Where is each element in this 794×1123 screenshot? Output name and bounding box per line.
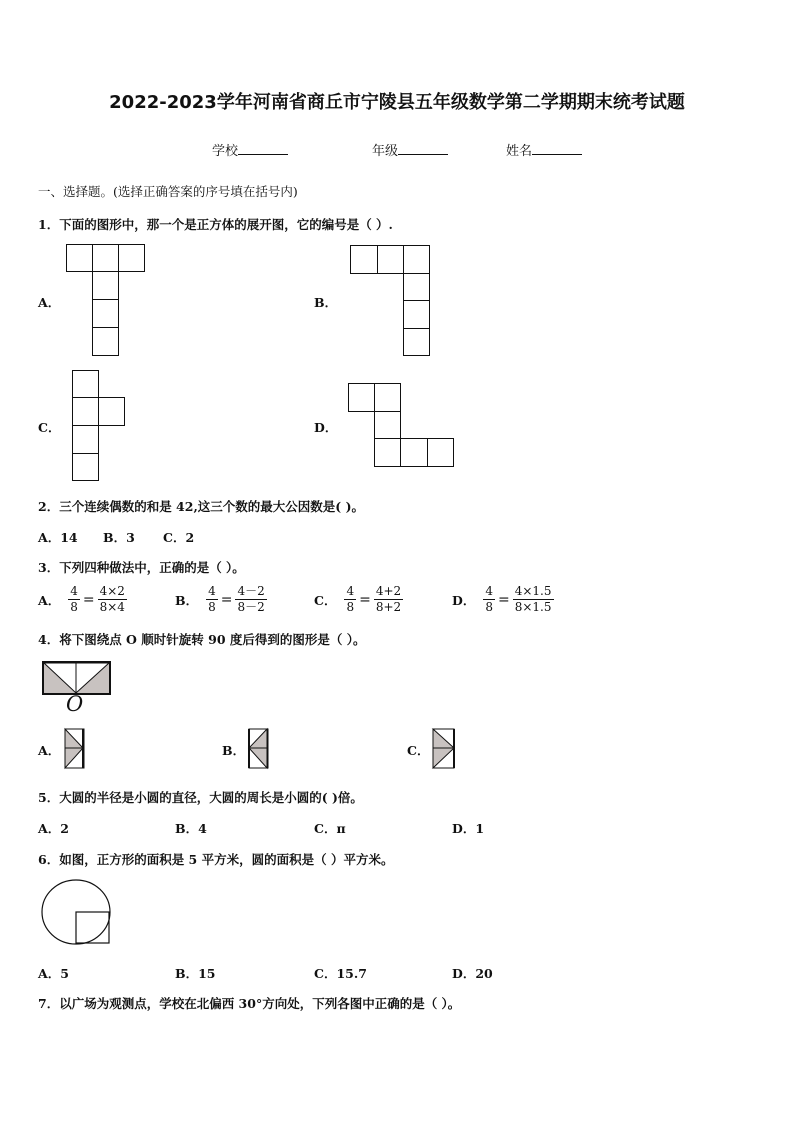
denominator: 8×4 (99, 600, 125, 614)
q4-option-a-figure (64, 728, 86, 770)
numerator: 4－2 (237, 584, 265, 598)
grade-field (372, 140, 448, 159)
q1-option-b-label: B． (314, 295, 338, 310)
q3-option-c (314, 584, 403, 615)
question-4-text: 4．将下图绕点 O 顺时针旋转 90 度后得到的图形是（ ）。 (38, 632, 366, 647)
school-field (212, 140, 288, 159)
equals-sign: = (82, 591, 95, 608)
q4-option-b-label: B． (222, 743, 246, 758)
question-7-text: 7．以广场为观测点，学校在北偏西 30°方向处，下列各图中正确的是（ ）。 (38, 996, 461, 1011)
name-field (506, 140, 582, 159)
q1-option-d-label: D． (314, 420, 338, 435)
q5-option-b: B．4 (175, 821, 207, 836)
question-5-text: 5．大圆的半径是小圆的直径，大圆的周长是小圆的( )倍。 (38, 790, 363, 805)
q4-option-a-label: A． (38, 743, 61, 758)
q1-net-c (72, 370, 128, 482)
q1-option-a-label: A． (38, 295, 61, 310)
denominator: 8+2 (375, 600, 402, 614)
q1-net-b (350, 245, 432, 357)
q6-option-d: D．20 (452, 966, 493, 981)
numerator: 4 (346, 584, 355, 598)
q6-figure (40, 878, 114, 948)
q3-option-a-label: A． (38, 592, 61, 608)
question-1-text: 1．下面的图形中，那一个是正方体的展开图，它的编号是（ ）. (38, 217, 393, 232)
q3-option-d-label: D． (452, 592, 476, 608)
q2-option-a: A．14 (38, 530, 78, 545)
q6-option-b: B．15 (175, 966, 216, 981)
numerator: 4×1.5 (514, 584, 552, 598)
q3-d-left-fraction (483, 584, 495, 615)
q3-b-right-fraction (235, 584, 266, 615)
q3-option-b-label: B． (175, 592, 199, 608)
q3-c-left-fraction (344, 584, 356, 615)
q3-b-left-fraction (206, 584, 218, 615)
equals-sign: = (497, 591, 510, 608)
denominator: 8－2 (237, 600, 265, 614)
q3-option-b (175, 584, 267, 615)
denominator: 8×1.5 (514, 600, 552, 614)
q6-option-c: C．15.7 (314, 966, 367, 981)
question-6-text: 6．如图，正方形的面积是 5 平方米，圆的面积是（ ）平方米。 (38, 852, 394, 867)
q5-option-c: C．π (314, 821, 346, 836)
q4-option-b-figure (248, 728, 270, 770)
numerator: 4 (208, 584, 216, 598)
denominator: 8 (346, 600, 355, 614)
name-label: 姓名 (506, 144, 533, 159)
q2-option-c: C．2 (163, 530, 195, 545)
q3-d-right-fraction (513, 584, 554, 615)
q3-option-a (38, 584, 127, 615)
q2-option-b: B．3 (103, 530, 135, 545)
equals-sign: = (359, 591, 371, 608)
q1-net-a (66, 244, 146, 356)
q3-option-d (452, 584, 554, 615)
q5-option-d: D．1 (452, 821, 485, 836)
point-o-label: O (66, 692, 84, 716)
q3-c-right-fraction (374, 584, 403, 615)
q3-a-left-fraction (68, 584, 80, 615)
q4-option-c-figure (432, 728, 456, 770)
numerator: 4+2 (375, 584, 402, 598)
grade-label: 年级 (372, 144, 399, 159)
q1-option-c-label: C． (38, 420, 61, 435)
q3-option-c-label: C． (314, 592, 337, 608)
grade-blank (398, 142, 448, 155)
denominator: 8 (485, 600, 493, 614)
denominator: 8 (70, 600, 78, 614)
q4-option-c-label: C． (407, 743, 430, 758)
q1-net-d (348, 383, 456, 469)
question-3-text: 3．下列四种做法中，正确的是（ ）。 (38, 560, 245, 575)
denominator: 8 (208, 600, 216, 614)
numerator: 4 (70, 584, 78, 598)
q5-option-a: A．2 (38, 821, 69, 836)
q3-a-right-fraction (98, 584, 127, 615)
school-label: 学校 (212, 144, 239, 159)
q6-option-a: A．5 (38, 966, 69, 981)
numerator: 4 (485, 584, 493, 598)
question-2-text: 2．三个连续偶数的和是 42,这三个数的最大公因数是( )。 (38, 499, 364, 514)
numerator: 4×2 (99, 584, 125, 598)
page-title: 2022-2023学年河南省商丘市宁陵县五年级数学第二学期期末统考试题 (109, 92, 685, 113)
equals-sign: = (220, 591, 233, 608)
section-heading: 一、选择题。(选择正确答案的序号填在括号内) (38, 184, 298, 199)
name-blank (532, 142, 582, 155)
school-blank (238, 142, 288, 155)
